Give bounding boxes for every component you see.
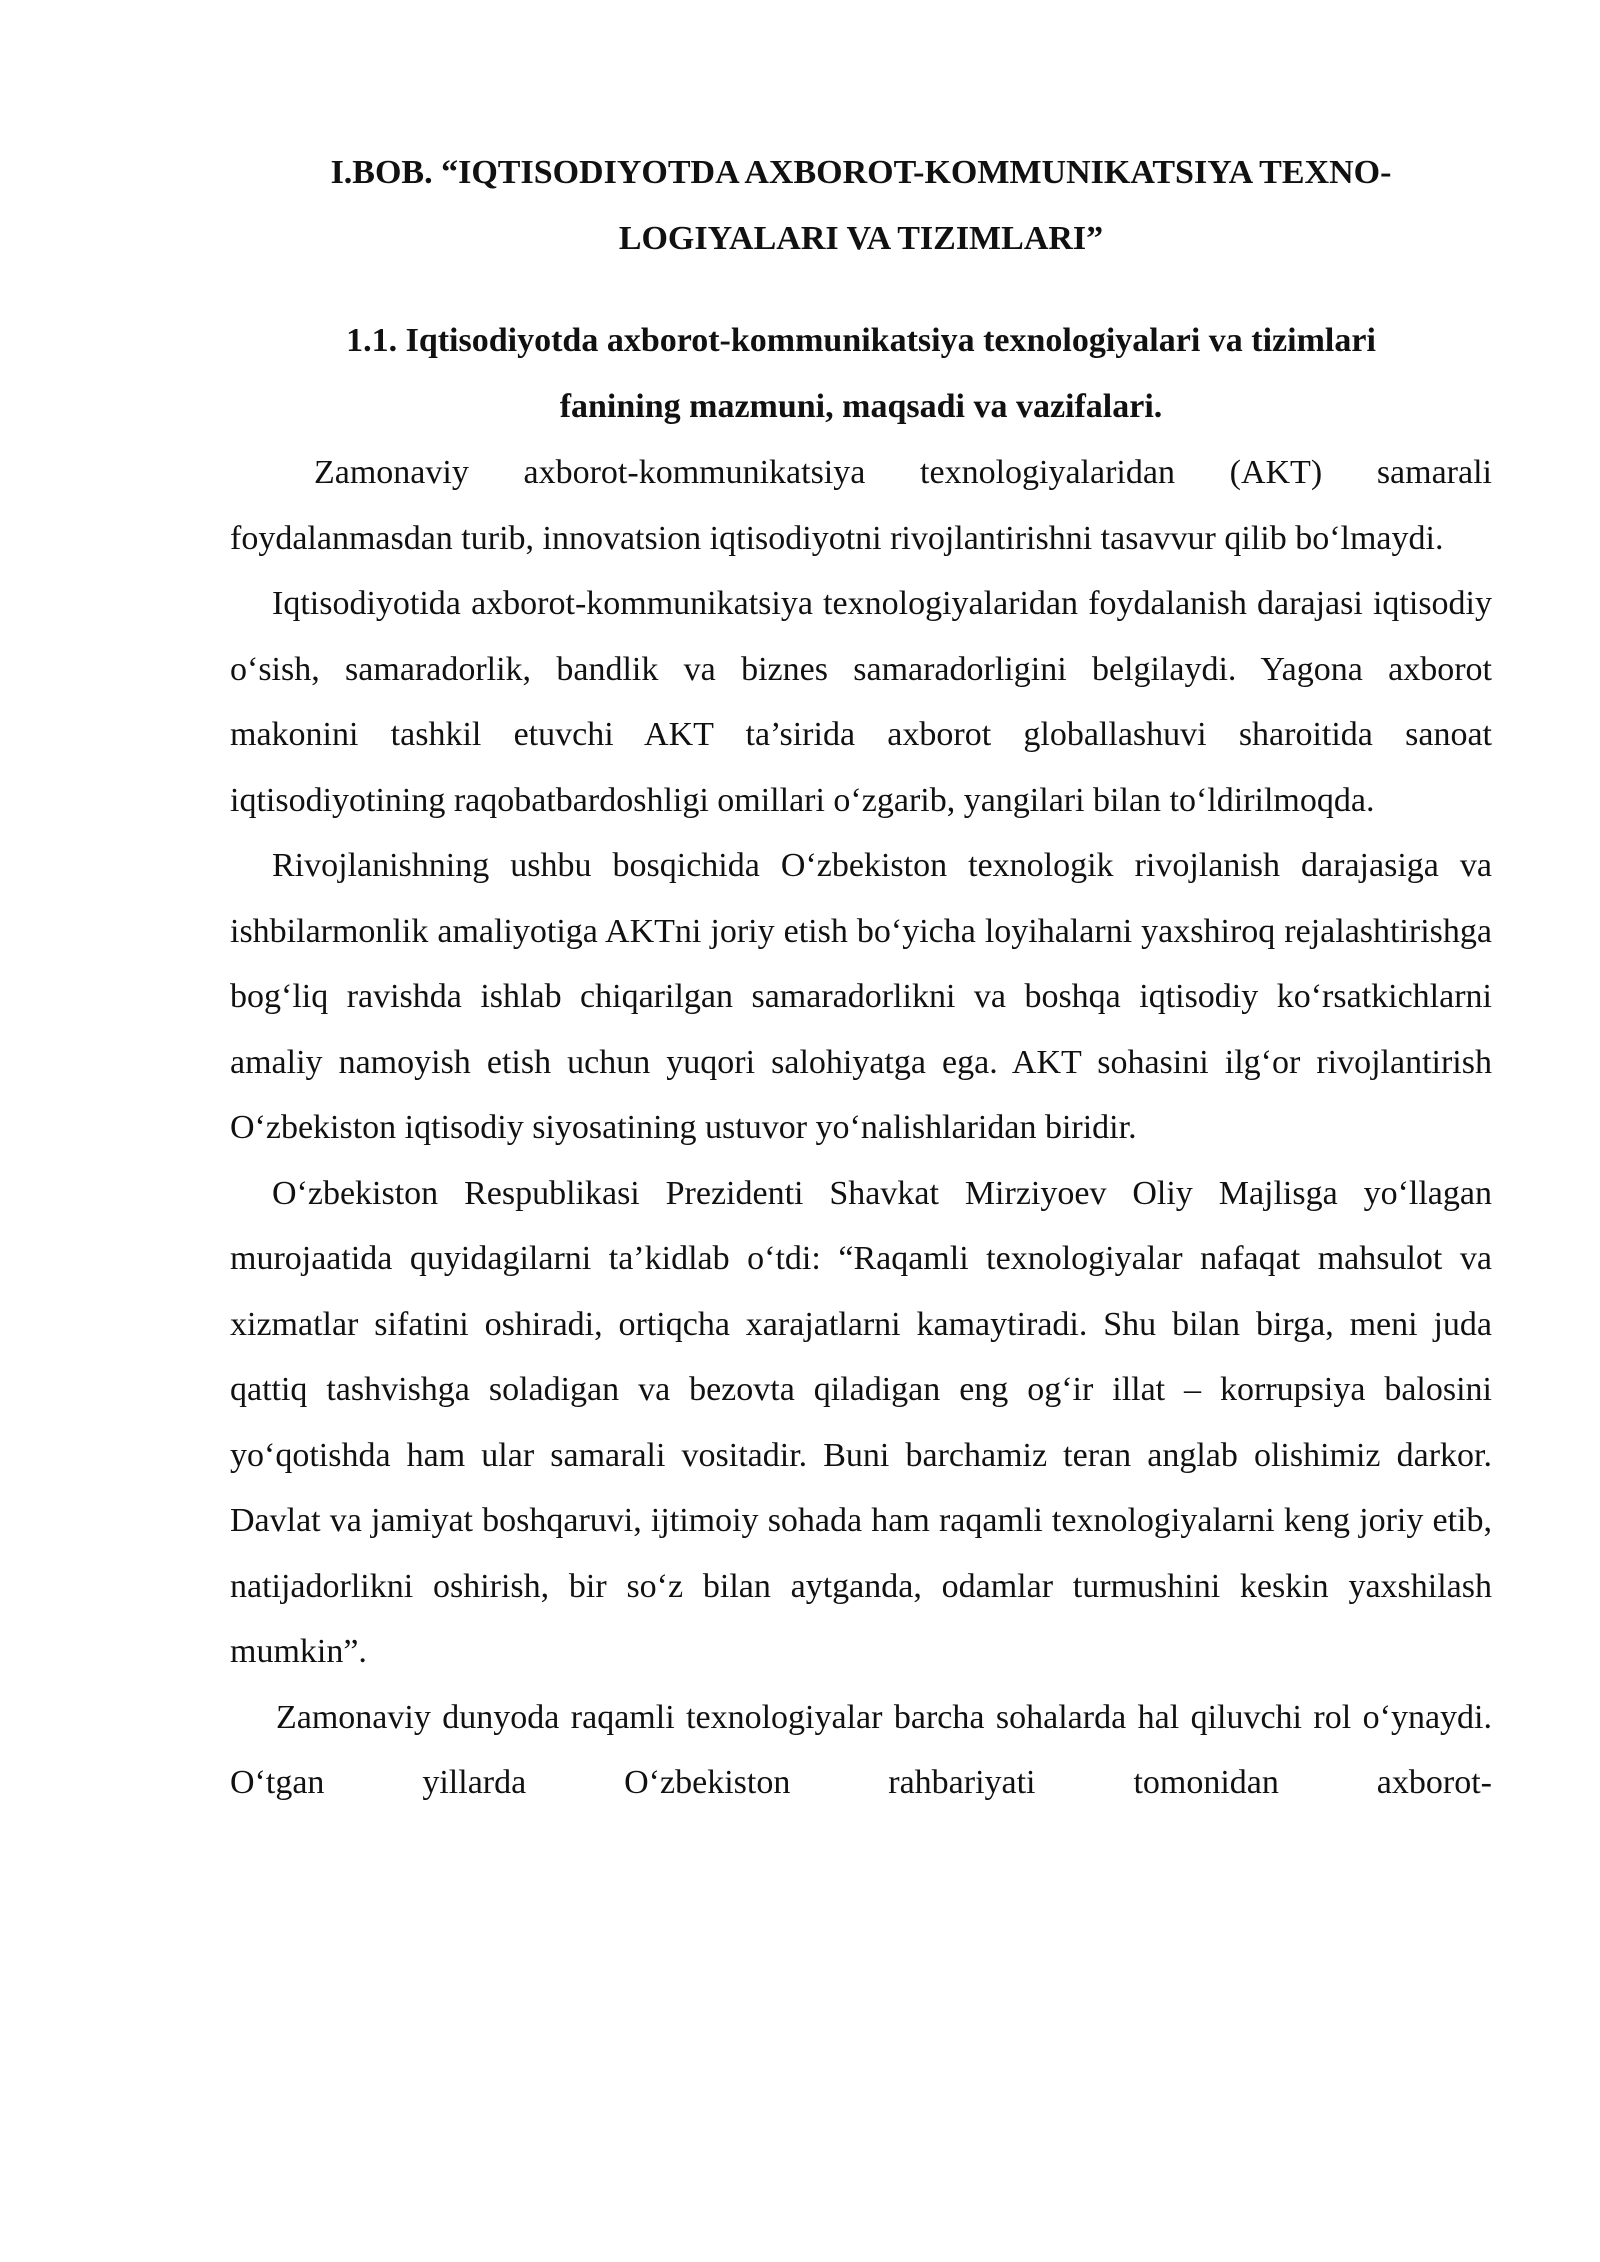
section-title: 1.1. Iqtisodiyotda axborot-kommunikatsiya texnologiyalari va tizimlari fanining mazmuni, maqsadi va vazifalari.	[346, 322, 1376, 425]
document-page	[230, 140, 1492, 1816]
paragraph: Rivojlanishning ushbu bosqichida O‘zbekiston texnologik rivojlanish darajasiga va ishbilarmonlik amaliyotiga AKTni joriy etish bo‘yicha loyihalarni yaxshiroq rejalashtirishga bog‘liq ravishda ishlab chiqarilgan samaradorlikni va boshqa iqtisodiy ko‘rsatkichlarni amaliy namoyish etish uchun yuqori salohiyatga ega. AKT sohasini ilg‘or rivojlantirish O‘zbekiston iqtisodiy siyosatining ustuvor yo‘nalishlaridan biridir.	[230, 847, 1492, 1146]
paragraph: Zamonaviy axborot-kommunikatsiya texnologiyalaridan (AKT) samarali foydalanmasdan turib, innovatsion iqtisodiyotni rivojlantirishni tasavvur qilib bo‘lmaydi.	[230, 454, 1492, 557]
paragraph: O‘zbekiston Respublikasi Prezidenti Shavkat Mirziyoev Oliy Majlisga yo‘llagan murojaatida quyidagilarni ta’kidlab o‘tdi: “Raqamli texnologiyalar nafaqat mahsulot va xizmatlar sifatini oshiradi, ortiqcha xarajatlarni kamaytiradi. Shu bilan birga, meni juda qattiq tashvishga soladigan va bezovta qiladigan eng og‘ir illat – korrupsiya balosini yo‘qotishda ham ular samarali vositadir. Buni barchamiz teran anglab olishimiz darkor. Davlat va jamiyat boshqaruvi, ijtimoiy sohada ham raqamli texnologiyalarni keng joriy etib, natijadorlikni oshirish, bir so‘z bilan aytganda, odamlar turmushini keskin yaxshilash mumkin”.	[230, 1174, 1492, 1670]
chapter-title: I.BOB. “IQTISODIYOTDA AXBOROT-KOMMUNIKATSIYA TEXNO-LOGIYALARI VA TIZIMLARI”	[330, 154, 1392, 257]
paragraph: Zamonaviy dunyoda raqamli texnologiyalar barcha sohalarda hal qiluvchi rol o‘ynaydi. O‘tgan yillarda O‘zbekiston rahbariyati tomonidan axborot-	[230, 1698, 1492, 1801]
paragraph: Iqtisodiyotida axborot-kommunikatsiya texnologiyalaridan foydalanish darajasi iqtisodiy o‘sish, samaradorlik, bandlik va biznes samaradorligini belgilaydi. Yagona axborot makonini tashkil etuvchi AKT ta’sirida axborot globallashuvi sharoitida sanoat iqtisodiyotining raqobatbardoshligi omillari o‘zgarib, yangilari bilan to‘ldirilmoqda.	[230, 585, 1492, 819]
